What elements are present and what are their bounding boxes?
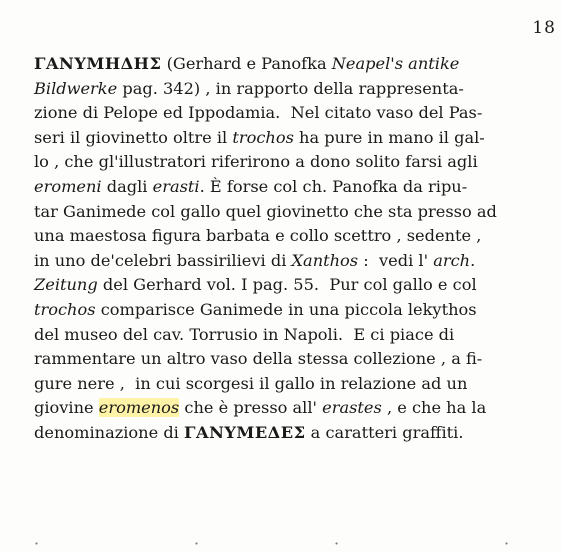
text-line [34, 150, 542, 175]
text-segment: tar Ganimede col gallo quel giovinetto che sta presso ad [34, 201, 497, 221]
text-line [34, 347, 542, 372]
text-line [34, 175, 542, 200]
text-segment: zione di Pelope ed Ippodamia. Nel citato vaso del Pas- [34, 103, 483, 123]
text-segment: arch. [433, 250, 476, 270]
text-segment: del museo del cav. Torrusio in Napoli. E ci piace di [34, 324, 455, 344]
text-segment: seri il giovinetto oltre il [34, 127, 233, 147]
text-segment: trochos [232, 127, 294, 147]
text-segment: a caratteri graffiti. [305, 422, 464, 442]
text-segment: ΓΑΝΥΜΕΔΕΣ [184, 422, 306, 442]
text-line [34, 224, 542, 249]
text-segment: Xanthos [291, 250, 359, 270]
text-segment: lo , che gl'illustratori riferirono a dono solito farsi agli [34, 152, 478, 172]
text-segment: ha pure in mano il gal- [293, 127, 485, 147]
text-line [34, 273, 542, 298]
text-segment: pag. 342) , in rapporto della rappresenta- [117, 78, 464, 98]
text-line [34, 249, 542, 274]
text-line [34, 323, 542, 348]
text-segment: eromeni [34, 176, 102, 196]
text-segment: comparisce Ganimede in una piccola lekythos [95, 299, 477, 319]
text-line [34, 52, 542, 77]
text-segment: che è presso all' [179, 398, 323, 418]
text-segment: in uno de'celebri bassirilievi di [34, 250, 292, 270]
text-line [34, 200, 542, 225]
body-text [34, 52, 542, 446]
text-segment: (Gerhard e Panofka [161, 54, 332, 73]
text-segment: gure nere , in cui scorgesi il gallo in relazione ad un [34, 373, 468, 393]
text-segment: rammentare un altro vaso della stessa collezione , a fi- [34, 349, 483, 369]
text-segment: . È forse col ch. Panofka da ripu- [199, 176, 468, 196]
text-segment: : vedi l' [358, 250, 434, 270]
text-segment: dagli [101, 176, 153, 196]
text-segment: ΓΑΝΥΜΗΔΗΣ [34, 54, 162, 73]
text-line [34, 77, 542, 102]
cut-off-next-line: · · · · [34, 534, 510, 553]
text-segment: del Gerhard vol. I pag. 55. Pur col gallo e col [97, 275, 477, 295]
text-line [34, 126, 542, 151]
text-segment: Neapel's antike [331, 54, 460, 73]
highlighted-word: eromenos [98, 398, 180, 418]
text-line [34, 101, 542, 126]
text-segment: una maestosa figura barbata e collo scettro , sedente , [34, 226, 482, 246]
page-number: 18 [532, 18, 556, 38]
text-segment: Zeitung [34, 275, 98, 295]
text-segment: erasti [152, 176, 200, 196]
text-segment: Bildwerke [34, 78, 118, 98]
text-segment: erastes [322, 398, 382, 418]
text-line [34, 396, 542, 421]
text-segment: denominazione di [34, 422, 185, 442]
text-line [34, 298, 542, 323]
text-line [34, 421, 542, 446]
text-segment: , e che ha la [381, 398, 487, 418]
text-line [34, 372, 542, 397]
text-segment: giovine [34, 398, 99, 418]
text-segment: trochos [34, 299, 96, 319]
